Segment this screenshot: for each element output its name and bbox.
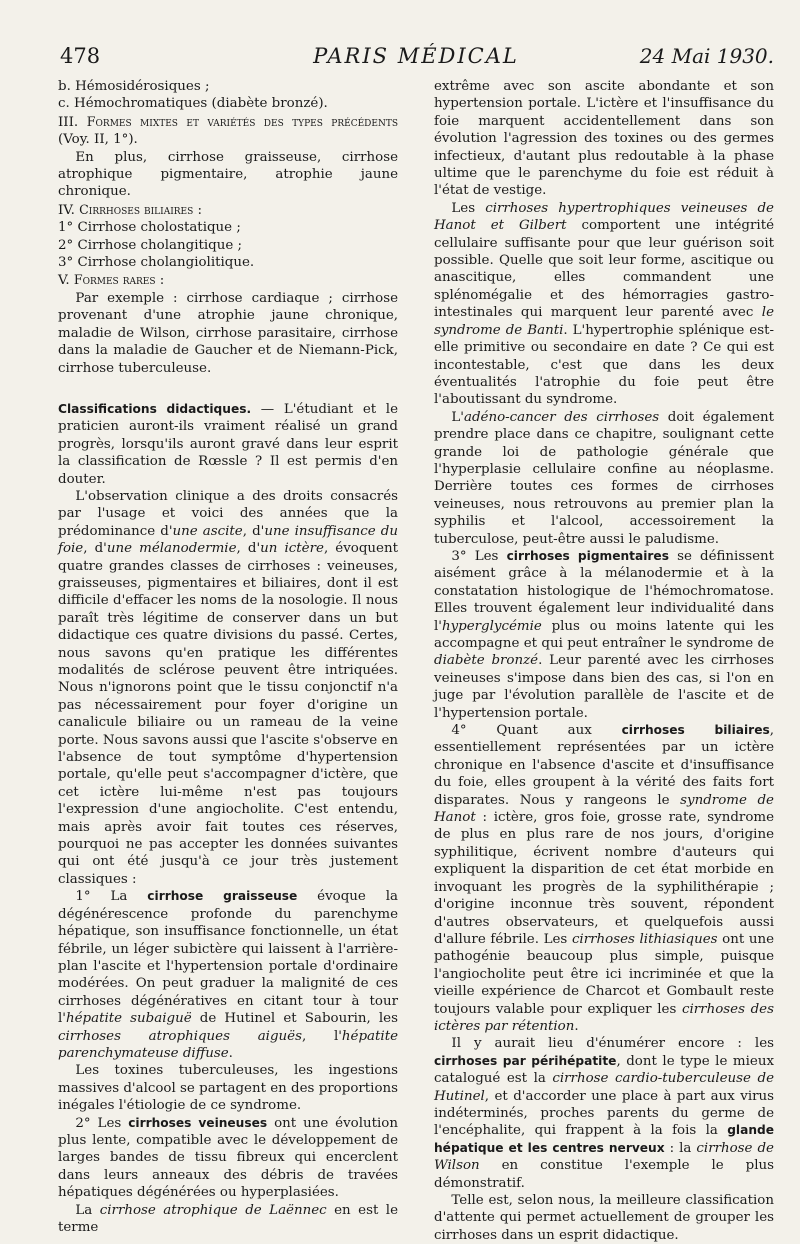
paragraph: Les cirrhoses hypertrophiques veineuses de Hanot et Gilbert comportent une intégrité cellulaire suffisante pour que leur guérison soit possible. Quelle que soit leur forme, ascitique ou anascitique, elles commandent une splénomégalie et des hémorragies gastro-intestinales qui marquent leur parenté avec le syndrome de Banti. L'hypertrophie splénique est-elle primitive ou secondaire en date ? Ce qui est incontestable, c'est que dans les deux éventualités l'atrophie du foie peut être l'aboutissant du syndrome.	[434, 200, 774, 408]
paragraph: L'observation clinique a des droits consacrés par l'usage et voici des années que la prédominance d'une ascite, d'une insuffisance du foie, d'une mélanodermie, d'un ictère, évoquent quatre grandes classes de cirrhoses : veineuses, graisseuses, pigmentaires et biliaires, dont il est difficile d'effacer les noms de la nosologie. Il nous paraît très légitime de conserver dans un but didactique ces quatre divisions du passé. Certes, nous savons qu'en pratique les différentes modalités de sclérose peuvent être intriquées. Nous n'ignorons point que le tissu conjonctif n'a pas nécessairement pour foyer d'origine un canalicule biliaire ou un rameau de la veine porte. Nous savons aussi que l'ascite s'observe en l'absence de tout symptôme d'hypertension portale, qu'elle peut s'accompagner d'ictère, que cet ictère lui-même n'est pas toujours l'expression d'une angiocholite. C'est entendu, mais après avoir fait toutes ces réserves, pourquoi ne pas accepter les données suivantes qui ont été jusqu'à ce jour très justement classiques :	[58, 488, 398, 887]
issue-date: 24 Mai 1930.	[639, 44, 774, 68]
paragraph: La cirrhose atrophique de Laënnec en est le terme	[58, 1202, 399, 1235]
page-number: 478	[60, 44, 101, 68]
left-column	[58, 78, 398, 1244]
list-item: 1° Cirrhose cholostatique ;	[58, 220, 241, 236]
paragraph: Il y aurait lieu d'énumérer encore : les cirrhoses par périhépatite, dont le type le mieux catalogué est la cirrhose cardio-tuberculeuse de Hutinel, et d'accorder une place à part aux virus indéterminés, proches parents du germe de l'encéphalite, qui frappent à la fois la glande hépatique et les centres nerveux : la cirrhose de Wilson en constitue l'exemple le plus démonstratif.	[434, 1036, 774, 1191]
paragraph: En plus, cirrhose graisseuse, cirrhose atrophique pigmentaire, atrophie jaune chronique.	[58, 149, 398, 200]
section-heading-v: V. Formes rares :	[58, 272, 165, 289]
section-heading: Classifications didactiques.	[58, 401, 252, 416]
paragraph: 2° Les cirrhoses veineuses ont une évolution plus lente, compatible avec le développement de larges bandes de tissu fibreux qui encerclent dans leurs anneaux des débris de travées hépatiques dégénérées ou hyperplasiées.	[58, 1115, 398, 1201]
journal-title: PARIS MÉDICAL	[313, 44, 519, 68]
list-item: c. Hémochromatiques (diabète bronzé).	[58, 96, 328, 112]
running-header	[58, 44, 774, 74]
section-classifications-didactiques: Classifications didactiques. — L'étudiant et le praticien auront-ils vraiment réalisé un grand progrès, lorsqu'ils auront gravé dans leur esprit la classification de Rœssle ? Il est permis d'en douter.	[58, 401, 398, 487]
paragraph: 4° Quant aux cirrhoses biliaires, essentiellement représentées par un ictère chronique en l'absence d'ascite et d'insuffisance du foie, elles groupent à la vérité des faits fort disparates. Nous y rangeons le syndrome de Hanot : ictère, gros foie, grosse rate, syndrome de plus en plus rare de nos jours, d'origine syphilitique, écrivent nombre d'auteurs qui expliquent la disparition de cet état morbide en invoquant les progrès de la syphilithérapie ; d'origine inconnue très souvent, répondent d'autres observateurs, et quelquefois aussi d'allure fébrile. Les cirrhoses lithiasiques ont une pathogénie beaucoup plus simple, puisque l'angiocholite peut être ici incriminée et que la vieille expérience de Charcot et Gombault reste toujours valable pour expliquer les cirrhoses des ictères par rétention.	[434, 723, 774, 1034]
list-item: 3° Cirrhose cholangiolitique.	[58, 255, 255, 271]
list-item: b. Hémosidérosiques ;	[58, 79, 210, 94]
paragraph: Par exemple : cirrhose cardiaque ; cirrhose provenant d'une atrophie jaune chronique, maladie de Wilson, cirrhose parasitaire, cirrhose dans la maladie de Gaucher et de Niemann-Pick, cirrhose tuberculeuse.	[58, 290, 398, 376]
paragraph: 3° Les cirrhoses pigmentaires se définissent aisément grâce à la mélanodermie et à la constatation histologique de l'hémochromatose. Elles trouvent également leur individualité dans l'hyperglycémie plus ou moins latente qui les accompagne et qui peut entraîner le syndrome de diabète bronzé. Leur parenté avec les cirrhoses veineuses s'impose dans bien des cas, si l'on en juge par l'évolution parallèle de l'ascite et de l'hypertension portale.	[434, 548, 775, 721]
list-item: 2° Cirrhose cholangitique ;	[58, 237, 243, 253]
right-column	[434, 78, 774, 1244]
paragraph: L'adéno-cancer des cirrhoses doit également prendre place dans ce chapitre, soulignant cette grande loi de pathologie générale que l'hyperplasie cellulaire confine au néoplasme. Derrière toutes ces formes de cirrhoses veineuses, nous retrouvons au premier plan la syphilis et l'alcool, accessoirement la tuberculose, peut-être aussi le paludisme.	[434, 409, 774, 547]
paragraph: extrême avec son ascite abondante et son hypertension portale. L'ictère et l'insuffisance du foie marquent accidentellement dans son évolution l'agression des toxines ou des germes infectieux, d'autant plus redoutable à la phase ultime que le parenchyme du foie est réduit à l'état de vestige.	[434, 79, 774, 199]
paragraph: Telle est, selon nous, la meilleure classification d'attente qui permet actuellement de grouper les cirrhoses dans un esprit didactique.	[434, 1193, 774, 1243]
section-heading-iii: III. Formes mixtes et variétés des types précédents (Voy. II, 1°).	[58, 113, 398, 148]
section-heading-iv: IV. Cirrhoses biliaires :	[58, 201, 203, 218]
paragraph: 1° La cirrhose graisseuse évoque la dégénérescence profonde du parenchyme hépatique, son insuffisance fonctionnelle, un état fébrile, un léger subictère qui laissent à l'arrière-plan l'ascite et l'hypertension portale d'ordinaire modérées. On peut graduer la malignité de ces cirrhoses dégénératives en citant tour à tour l'hépatite subaiguë de Hutinel et Sabourin, les cirrhoses atrophiques aiguës, l'hépatite parenchymateuse diffuse.	[58, 889, 399, 1061]
paragraph: Les toxines tuberculeuses, les ingestions massives d'alcool se partagent en des proportions inégales l'étiologie de ce syndrome.	[58, 1063, 398, 1114]
